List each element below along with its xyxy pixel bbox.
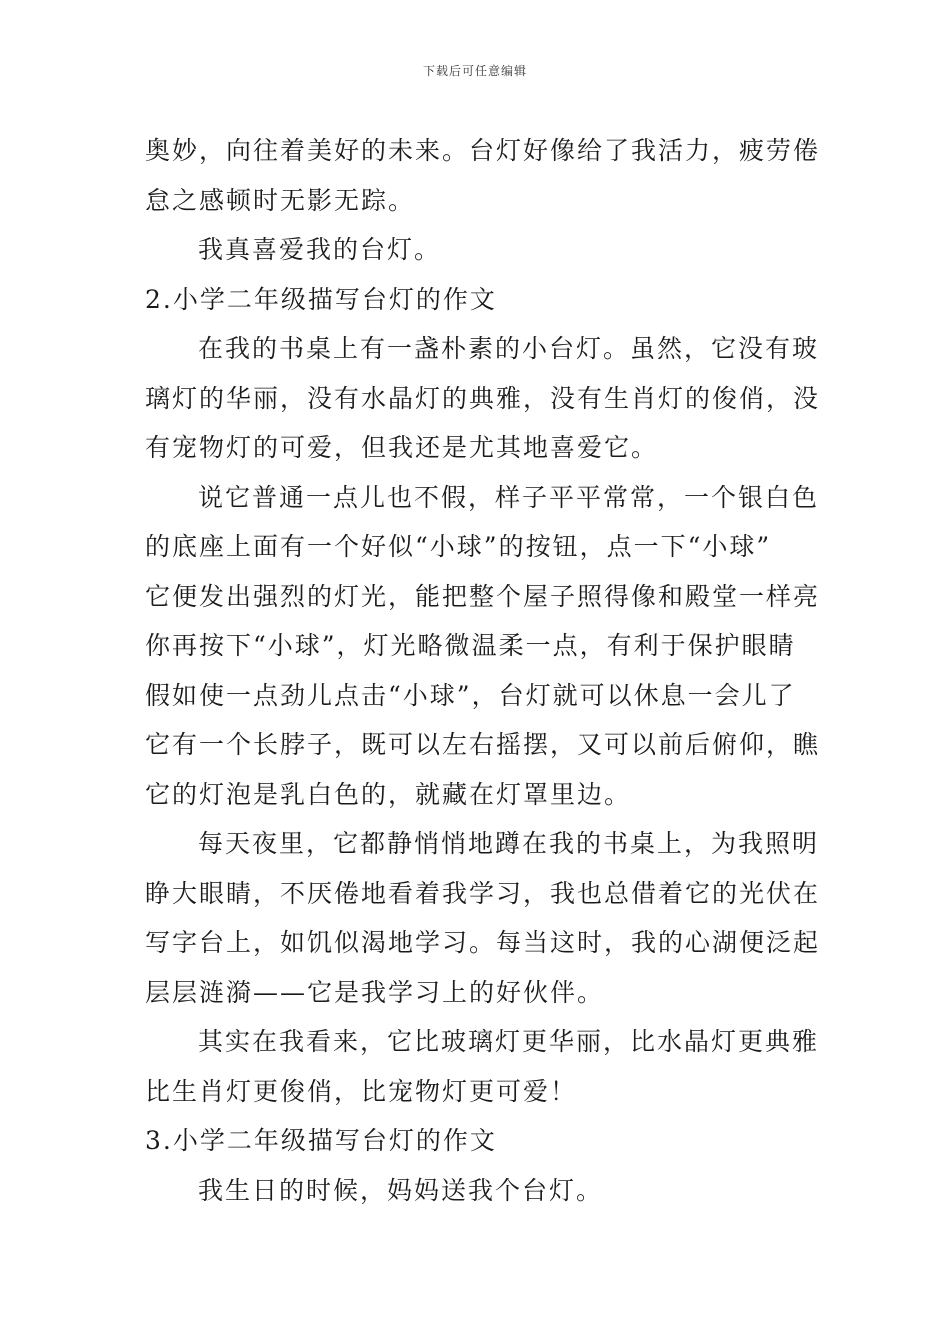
text-line: 它便发出强烈的灯光，能把整个屋子照得像和殿堂一样亮	[145, 581, 821, 611]
text-line: 睁大眼睛，不厌倦地看着我学习，我也总借着它的光伏在	[145, 878, 821, 908]
document-body	[145, 126, 821, 1215]
text-line: 璃灯的华丽，没有水晶灯的典雅，没有生肖灯的俊俏，没	[145, 383, 821, 413]
text-line: 它有一个长脖子，既可以左右摇摆，又可以前后俯仰，瞧	[145, 730, 821, 759]
text-line: 每天夜里，它都静悄悄地蹲在我的书桌上，为我照明	[198, 829, 820, 858]
text-line: 奥妙，向往着美好的未来。台灯好像给了我活力，疲劳倦	[145, 136, 821, 165]
text-line: 有宠物灯的可爱，但我还是尤其地喜爱它。	[145, 433, 659, 462]
text-line: 在我的书桌上有一盏朴素的小台灯。虽然，它没有玻	[198, 334, 820, 363]
text-line: 说它普通一点儿也不假，样子平平常常，一个银白色	[198, 482, 820, 512]
text-line: 比生肖灯更俊俏，比宠物灯更可爱！	[145, 1076, 578, 1106]
text-line: 我生日的时候，妈妈送我个台灯。	[198, 1175, 604, 1205]
text-line: 的底座上面有一个好似“小球”的按钮，点一下“小球”	[145, 532, 772, 561]
text-line: 层层涟漪——它是我学习上的好伙伴。	[145, 977, 605, 1007]
text-line: 你再按下“小球”，灯光略微温柔一点，有利于保护眼睛	[145, 631, 796, 660]
text-line: 我真喜爱我的台灯。	[198, 235, 442, 264]
section-heading: 2.小学二年级描写台灯的作文	[145, 284, 497, 314]
text-line: 其实在我看来，它比玻璃灯更华丽，比水晶灯更典雅	[198, 1027, 820, 1056]
text-line: 它的灯泡是乳白色的，就藏在灯罩里边。	[145, 779, 632, 809]
text-line: 写字台上，如饥似渴地学习。每当这时，我的心湖便泛起	[145, 928, 821, 957]
page-header: 下载后可任意编辑	[422, 64, 527, 78]
text-line: 怠之感顿时无影无踪。	[145, 185, 416, 215]
section-heading: 3.小学二年级描写台灯的作文	[145, 1126, 497, 1155]
text-line: 假如使一点劲儿点击“小球”，台灯就可以休息一会儿了	[145, 680, 796, 710]
